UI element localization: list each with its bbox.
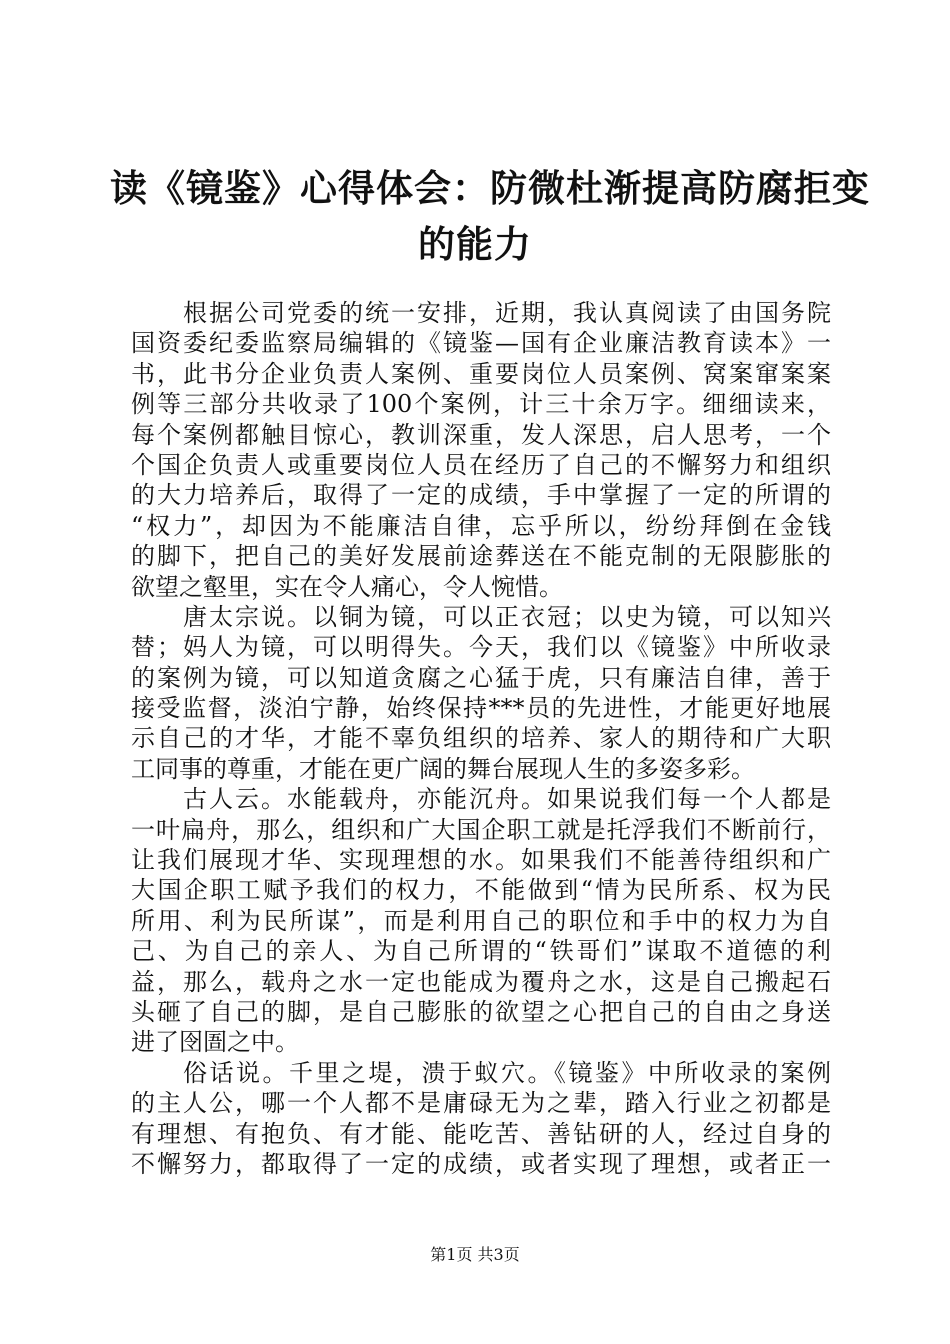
paragraph-line: 书，此书分企业负责人案例、重要岗位人员案例、窝案窜案案 bbox=[131, 359, 831, 388]
paragraph-line: 有理想、有抱负、有才能、能吃苦、善钻研的人，经过自身的 bbox=[131, 1119, 831, 1148]
paragraph-line: 己、为自己的亲人、为自己所谓的“铁哥们”谋取不道德的利 bbox=[131, 937, 831, 966]
paragraph-line: 不懈努力，都取得了一定的成绩，或者实现了理想，或者正一 bbox=[131, 1149, 831, 1178]
document-title-line-1: 读《镜鉴》心得体会：防微杜渐提高防腐拒变 bbox=[110, 166, 870, 210]
paragraph-line: 益，那么，载舟之水一定也能成为覆舟之水，这是自己搬起石 bbox=[131, 967, 831, 996]
paragraph-line: 例等三部分共收录了100个案例，计三十余万字。细细读来， bbox=[131, 390, 831, 419]
paragraph-line: 让我们展现才华、实现理想的水。如果我们不能善待组织和广 bbox=[131, 846, 831, 875]
paragraph-line: 头砸了自己的脚，是自己膨胀的欲望之心把自己的自由之身送 bbox=[131, 997, 831, 1026]
paragraph-line: 示自己的才华，才能不辜负组织的培养、家人的期待和广大职 bbox=[131, 724, 831, 753]
paragraph-line: 唐太宗说。以铜为镜，可以正衣冠；以史为镜，可以知兴 bbox=[183, 602, 831, 631]
paragraph-line: 替；妈人为镜，可以明得失。今天，我们以《镜鉴》中所收录 bbox=[131, 633, 831, 662]
paragraph-line: 的大力培养后，取得了一定的成绩，手中掌握了一定的所谓的 bbox=[131, 481, 831, 510]
paragraph-line: 一叶扁舟，那么，组织和广大国企职工就是托浮我们不断前行， bbox=[131, 815, 831, 844]
paragraph bbox=[131, 298, 831, 602]
paragraph-line: 每个案例都触目惊心，教训深重，发人深思，启人思考，一个 bbox=[131, 420, 831, 449]
paragraph-line: 个国企负责人或重要岗位人员在经历了自己的不懈努力和组织 bbox=[131, 450, 831, 479]
paragraph bbox=[131, 1058, 831, 1180]
paragraph-line: 国资委纪委监察局编辑的《镜鉴—国有企业廉洁教育读本》一 bbox=[131, 329, 831, 358]
paragraph-line: 工同事的尊重，才能在更广阔的舞台展现人生的多姿多彩。 bbox=[131, 754, 755, 783]
paragraph-line: 俗话说。千里之堤，溃于蚁穴。《镜鉴》中所收录的案例 bbox=[183, 1058, 831, 1087]
paragraph-line: 的脚下，把自己的美好发展前途葬送在不能克制的无限膨胀的 bbox=[131, 542, 831, 571]
paragraph bbox=[131, 784, 831, 1058]
paragraph-line: 欲望之壑里，实在令人痛心，令人惋惜。 bbox=[131, 572, 563, 601]
document-body bbox=[131, 298, 831, 1179]
paragraph-line: 的主人公，哪一个人都不是庸碌无为之辈，踏入行业之初都是 bbox=[131, 1089, 831, 1118]
paragraph-line: 接受监督，淡泊宁静，始终保持***员的先进性，才能更好地展 bbox=[131, 694, 831, 723]
paragraph-line: 进了囹圄之中。 bbox=[131, 1028, 299, 1057]
paragraph-line: 根据公司党委的统一安排，近期，我认真阅读了由国务院 bbox=[183, 299, 831, 327]
paragraph-line: “权力”，却因为不能廉洁自律，忘乎所以，纷纷拜倒在金钱 bbox=[131, 511, 831, 540]
paragraph-line: 古人云。水能载舟，亦能沉舟。如果说我们每一个人都是 bbox=[183, 785, 831, 814]
page-footer: 第1页 共3页 bbox=[430, 1245, 520, 1264]
paragraph-line: 的案例为镜，可以知道贪腐之心猛于虎，只有廉洁自律，善于 bbox=[131, 663, 831, 692]
paragraph-line: 所用、利为民所谋”，而是利用自己的职位和手中的权力为自 bbox=[131, 906, 831, 935]
document-title-line-2: 的能力 bbox=[418, 222, 532, 266]
paragraph bbox=[131, 602, 831, 784]
paragraph-line: 大国企职工赋予我们的权力，不能做到“情为民所系、权为民 bbox=[131, 876, 831, 905]
